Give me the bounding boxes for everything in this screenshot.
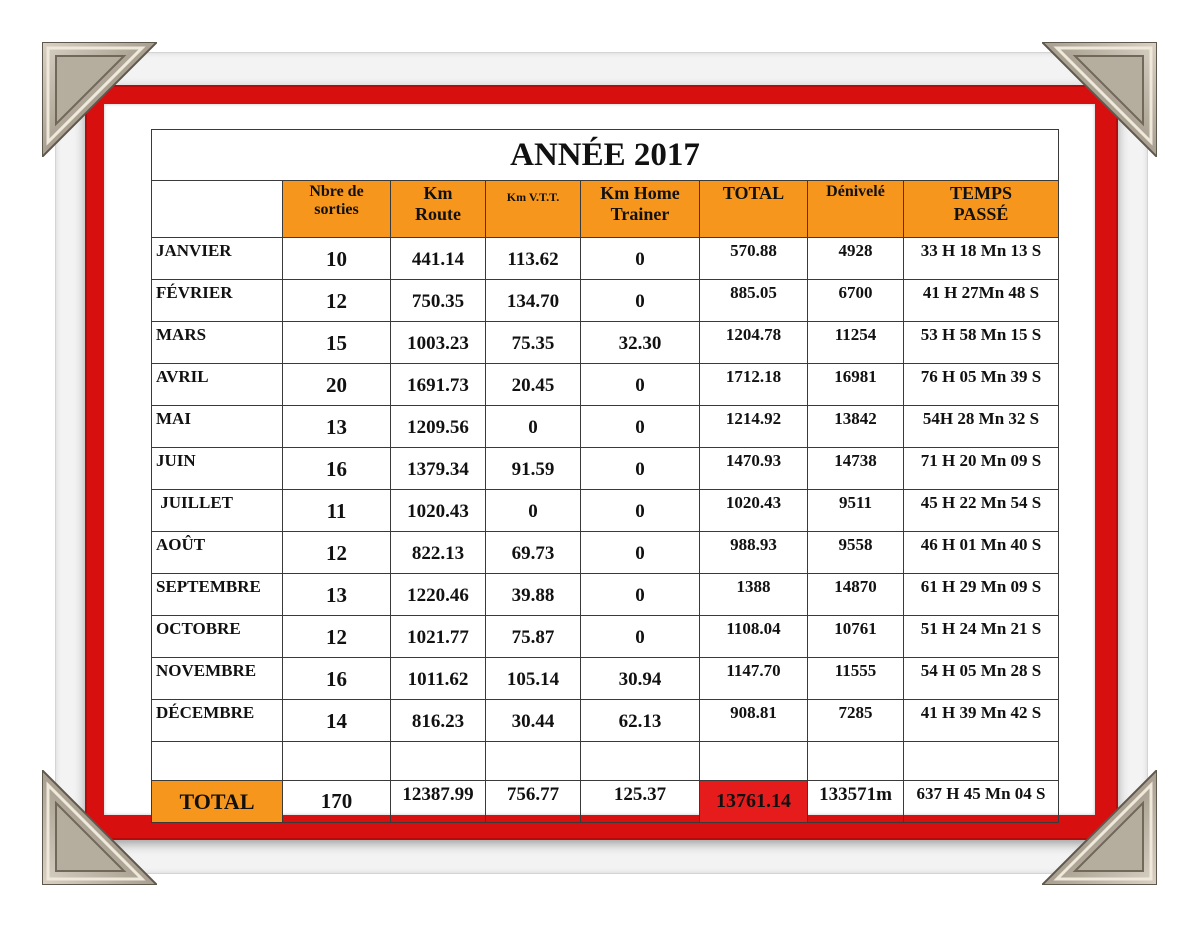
km-route-cell: 816.23 <box>391 700 486 742</box>
km-vtt-cell: 134.70 <box>486 280 581 322</box>
table-row <box>152 364 1059 406</box>
month-name: JANVIER <box>152 238 283 280</box>
denivele-cell: 11254 <box>808 322 904 364</box>
total-cell: 1204.78 <box>700 322 808 364</box>
temps-cell: 33 H 18 Mn 13 S <box>904 238 1059 280</box>
denivele-cell: 16981 <box>808 364 904 406</box>
km-vtt-cell: 0 <box>486 406 581 448</box>
header-km-home: Km Home Trainer <box>581 181 700 238</box>
km-vtt-cell: 0 <box>486 490 581 532</box>
spacer-row <box>152 742 1059 781</box>
table-row <box>152 238 1059 280</box>
km-vtt-cell: 75.35 <box>486 322 581 364</box>
km-route-cell: 1220.46 <box>391 574 486 616</box>
temps-cell: 51 H 24 Mn 21 S <box>904 616 1059 658</box>
month-name: NOVEMBRE <box>152 658 283 700</box>
sorties-cell: 20 <box>283 364 391 406</box>
km-home-cell: 62.13 <box>581 700 700 742</box>
table-row <box>152 616 1059 658</box>
km-home-cell: 30.94 <box>581 658 700 700</box>
month-name: OCTOBRE <box>152 616 283 658</box>
temps-cell: 76 H 05 Mn 39 S <box>904 364 1059 406</box>
total-cell: 885.05 <box>700 280 808 322</box>
km-route-cell: 1003.23 <box>391 322 486 364</box>
total-label: TOTAL <box>152 781 283 823</box>
denivele-cell: 14870 <box>808 574 904 616</box>
sorties-cell: 13 <box>283 574 391 616</box>
total-cell: 1147.70 <box>700 658 808 700</box>
km-route-cell: 1020.43 <box>391 490 486 532</box>
table-row <box>152 532 1059 574</box>
title-row <box>152 130 1059 181</box>
month-name: AVRIL <box>152 364 283 406</box>
denivele-cell: 9511 <box>808 490 904 532</box>
km-home-cell: 0 <box>581 490 700 532</box>
km-vtt-cell: 20.45 <box>486 364 581 406</box>
month-name: MARS <box>152 322 283 364</box>
temps-cell: 61 H 29 Mn 09 S <box>904 574 1059 616</box>
km-route-cell: 750.35 <box>391 280 486 322</box>
photo-corner-icon <box>42 42 157 157</box>
denivele-cell: 14738 <box>808 448 904 490</box>
sorties-cell: 14 <box>283 700 391 742</box>
km-route-cell: 1209.56 <box>391 406 486 448</box>
month-name: JUIN <box>152 448 283 490</box>
temps-cell: 71 H 20 Mn 09 S <box>904 448 1059 490</box>
header-km-route: Km Route <box>391 181 486 238</box>
km-route-cell: 1379.34 <box>391 448 486 490</box>
total-km-vtt: 756.77 <box>486 781 581 823</box>
table-row <box>152 490 1059 532</box>
table-row <box>152 406 1059 448</box>
sorties-cell: 12 <box>283 616 391 658</box>
total-cell: 1214.92 <box>700 406 808 448</box>
denivele-cell: 4928 <box>808 238 904 280</box>
km-vtt-cell: 75.87 <box>486 616 581 658</box>
sorties-cell: 12 <box>283 532 391 574</box>
temps-cell: 41 H 39 Mn 42 S <box>904 700 1059 742</box>
km-home-cell: 0 <box>581 406 700 448</box>
denivele-cell: 13842 <box>808 406 904 448</box>
photo-corner-icon <box>1042 42 1157 157</box>
month-name: SEPTEMBRE <box>152 574 283 616</box>
denivele-cell: 7285 <box>808 700 904 742</box>
km-home-cell: 32.30 <box>581 322 700 364</box>
km-home-cell: 0 <box>581 574 700 616</box>
km-vtt-cell: 113.62 <box>486 238 581 280</box>
table-row <box>152 322 1059 364</box>
total-row <box>152 781 1059 823</box>
km-vtt-cell: 91.59 <box>486 448 581 490</box>
photo-corner-icon <box>1042 770 1157 885</box>
temps-cell: 54H 28 Mn 32 S <box>904 406 1059 448</box>
denivele-cell: 11555 <box>808 658 904 700</box>
month-name: DÉCEMBRE <box>152 700 283 742</box>
km-home-cell: 0 <box>581 616 700 658</box>
header-blank <box>152 181 283 238</box>
sorties-cell: 10 <box>283 238 391 280</box>
table-row <box>152 658 1059 700</box>
total-cell: 1712.18 <box>700 364 808 406</box>
header-km-vtt: Km V.T.T. <box>486 181 581 238</box>
table-row <box>152 280 1059 322</box>
page-title: ANNÉE 2017 <box>152 130 1059 181</box>
month-name: AOÛT <box>152 532 283 574</box>
km-home-cell: 0 <box>581 238 700 280</box>
month-name: MAI <box>152 406 283 448</box>
km-home-cell: 0 <box>581 280 700 322</box>
total-cell: 908.81 <box>700 700 808 742</box>
sorties-cell: 13 <box>283 406 391 448</box>
total-cell: 1108.04 <box>700 616 808 658</box>
grand-total: 13761.14 <box>700 781 808 823</box>
month-name: FÉVRIER <box>152 280 283 322</box>
total-cell: 1388 <box>700 574 808 616</box>
km-vtt-cell: 69.73 <box>486 532 581 574</box>
header-total: TOTAL <box>700 181 808 238</box>
header-denivele: Dénivelé <box>808 181 904 238</box>
km-vtt-cell: 39.88 <box>486 574 581 616</box>
temps-cell: 45 H 22 Mn 54 S <box>904 490 1059 532</box>
header-temps: TEMPS PASSÉ <box>904 181 1059 238</box>
sorties-cell: 15 <box>283 322 391 364</box>
km-home-cell: 0 <box>581 532 700 574</box>
total-denivele: 133571m <box>808 781 904 823</box>
total-km-home: 125.37 <box>581 781 700 823</box>
temps-cell: 46 H 01 Mn 40 S <box>904 532 1059 574</box>
km-home-cell: 0 <box>581 364 700 406</box>
temps-cell: 53 H 58 Mn 15 S <box>904 322 1059 364</box>
table-row <box>152 448 1059 490</box>
sorties-cell: 12 <box>283 280 391 322</box>
table-row <box>152 700 1059 742</box>
photo-corner-icon <box>42 770 157 885</box>
temps-cell: 54 H 05 Mn 28 S <box>904 658 1059 700</box>
km-route-cell: 441.14 <box>391 238 486 280</box>
sorties-cell: 16 <box>283 448 391 490</box>
total-temps: 637 H 45 Mn 04 S <box>904 781 1059 823</box>
header-row <box>152 181 1059 238</box>
denivele-cell: 6700 <box>808 280 904 322</box>
sorties-cell: 11 <box>283 490 391 532</box>
header-sorties: Nbre de sorties <box>283 181 391 238</box>
km-route-cell: 1011.62 <box>391 658 486 700</box>
total-km-route: 12387.99 <box>391 781 486 823</box>
denivele-cell: 10761 <box>808 616 904 658</box>
km-home-cell: 0 <box>581 448 700 490</box>
total-cell: 988.93 <box>700 532 808 574</box>
table-row <box>152 574 1059 616</box>
sorties-cell: 16 <box>283 658 391 700</box>
total-sorties: 170 <box>283 781 391 823</box>
total-cell: 1020.43 <box>700 490 808 532</box>
km-vtt-cell: 105.14 <box>486 658 581 700</box>
km-route-cell: 1691.73 <box>391 364 486 406</box>
km-vtt-cell: 30.44 <box>486 700 581 742</box>
total-cell: 570.88 <box>700 238 808 280</box>
month-name: JUILLET <box>152 490 283 532</box>
temps-cell: 41 H 27Mn 48 S <box>904 280 1059 322</box>
total-cell: 1470.93 <box>700 448 808 490</box>
km-route-cell: 1021.77 <box>391 616 486 658</box>
stats-table <box>151 129 1059 823</box>
km-route-cell: 822.13 <box>391 532 486 574</box>
denivele-cell: 9558 <box>808 532 904 574</box>
